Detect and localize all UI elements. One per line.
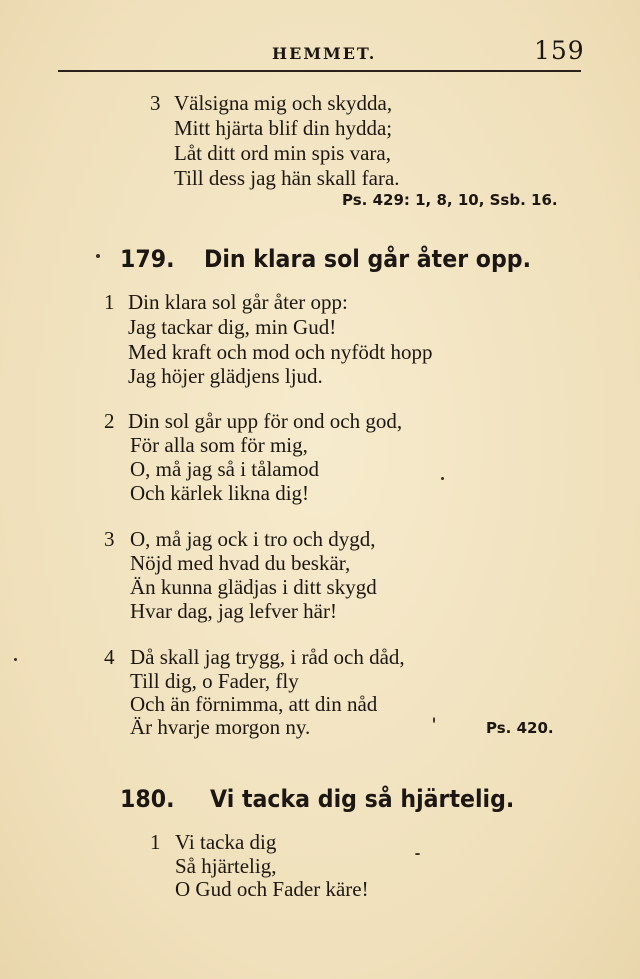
verse-line: Hvar dag, jag lefver här! [130,599,337,623]
verse-line: Din sol går upp för ond och god, [128,409,403,433]
verse-line: Och än förnimma, att din nåd [130,692,378,716]
ink-speck [433,717,435,723]
hymn-number: 179. [120,245,175,273]
verse-line: Jag tackar dig, min Gud! [128,315,337,339]
verse-line: Med kraft och mod och nyfödt hopp [128,340,433,364]
verse-line: Och kärlek likna dig! [130,481,310,505]
verse-line: Är hvarje morgon ny. [130,715,311,739]
verse-number: 1 [150,830,161,854]
verse-line: Än kunna glädjas i ditt skygd [130,575,377,599]
verse-line: Välsigna mig och skydda, [174,91,393,115]
ink-speck [441,477,444,480]
ink-speck [415,853,420,855]
running-head [0,36,640,66]
ink-speck [96,254,100,258]
header-rule [58,70,581,72]
hymn-number: 180. [120,785,175,813]
verse-number: 3 [104,527,115,551]
verse-line: Till dess jag hän skall fara. [174,166,400,190]
verse-line: Nöjd med hvad du beskär, [130,551,351,575]
verse-number: 1 [104,290,115,314]
verse-line: Mitt hjärta blif din hydda; [174,116,393,140]
verse-line: O, må jag ock i tro och dygd, [130,527,376,551]
verse-number: 4 [104,645,115,669]
running-head-title: HEMMET. [272,44,377,63]
scripture-reference: Ps. 429: 1, 8, 10, Ssb. 16. [342,191,558,209]
verse-number: 3 [150,91,161,115]
verse-line: Till dig, o Fader, fly [130,669,299,693]
verse-number: 2 [104,409,115,433]
verse-line: O, må jag så i tålamod [130,457,319,481]
ink-speck [14,658,17,661]
verse-line: Då skall jag trygg, i råd och dåd, [130,645,405,669]
hymn-title: Din klara sol går åter opp. [204,245,531,273]
verse-line: Låt ditt ord min spis vara, [174,141,391,165]
verse-line: Jag höjer glädjens ljud. [128,364,323,388]
verse-line: För alla som för mig, [130,433,308,457]
verse-line: O Gud och Fader käre! [175,877,369,901]
scripture-reference: Ps. 420. [486,719,554,737]
hymn-title: Vi tacka dig så hjärtelig. [210,785,515,813]
verse-line: Din klara sol går åter opp: [128,290,348,314]
verse-line: Vi tacka dig [175,830,277,854]
page-number: 159 [534,36,585,65]
verse-line: Så hjärtelig, [175,854,277,878]
